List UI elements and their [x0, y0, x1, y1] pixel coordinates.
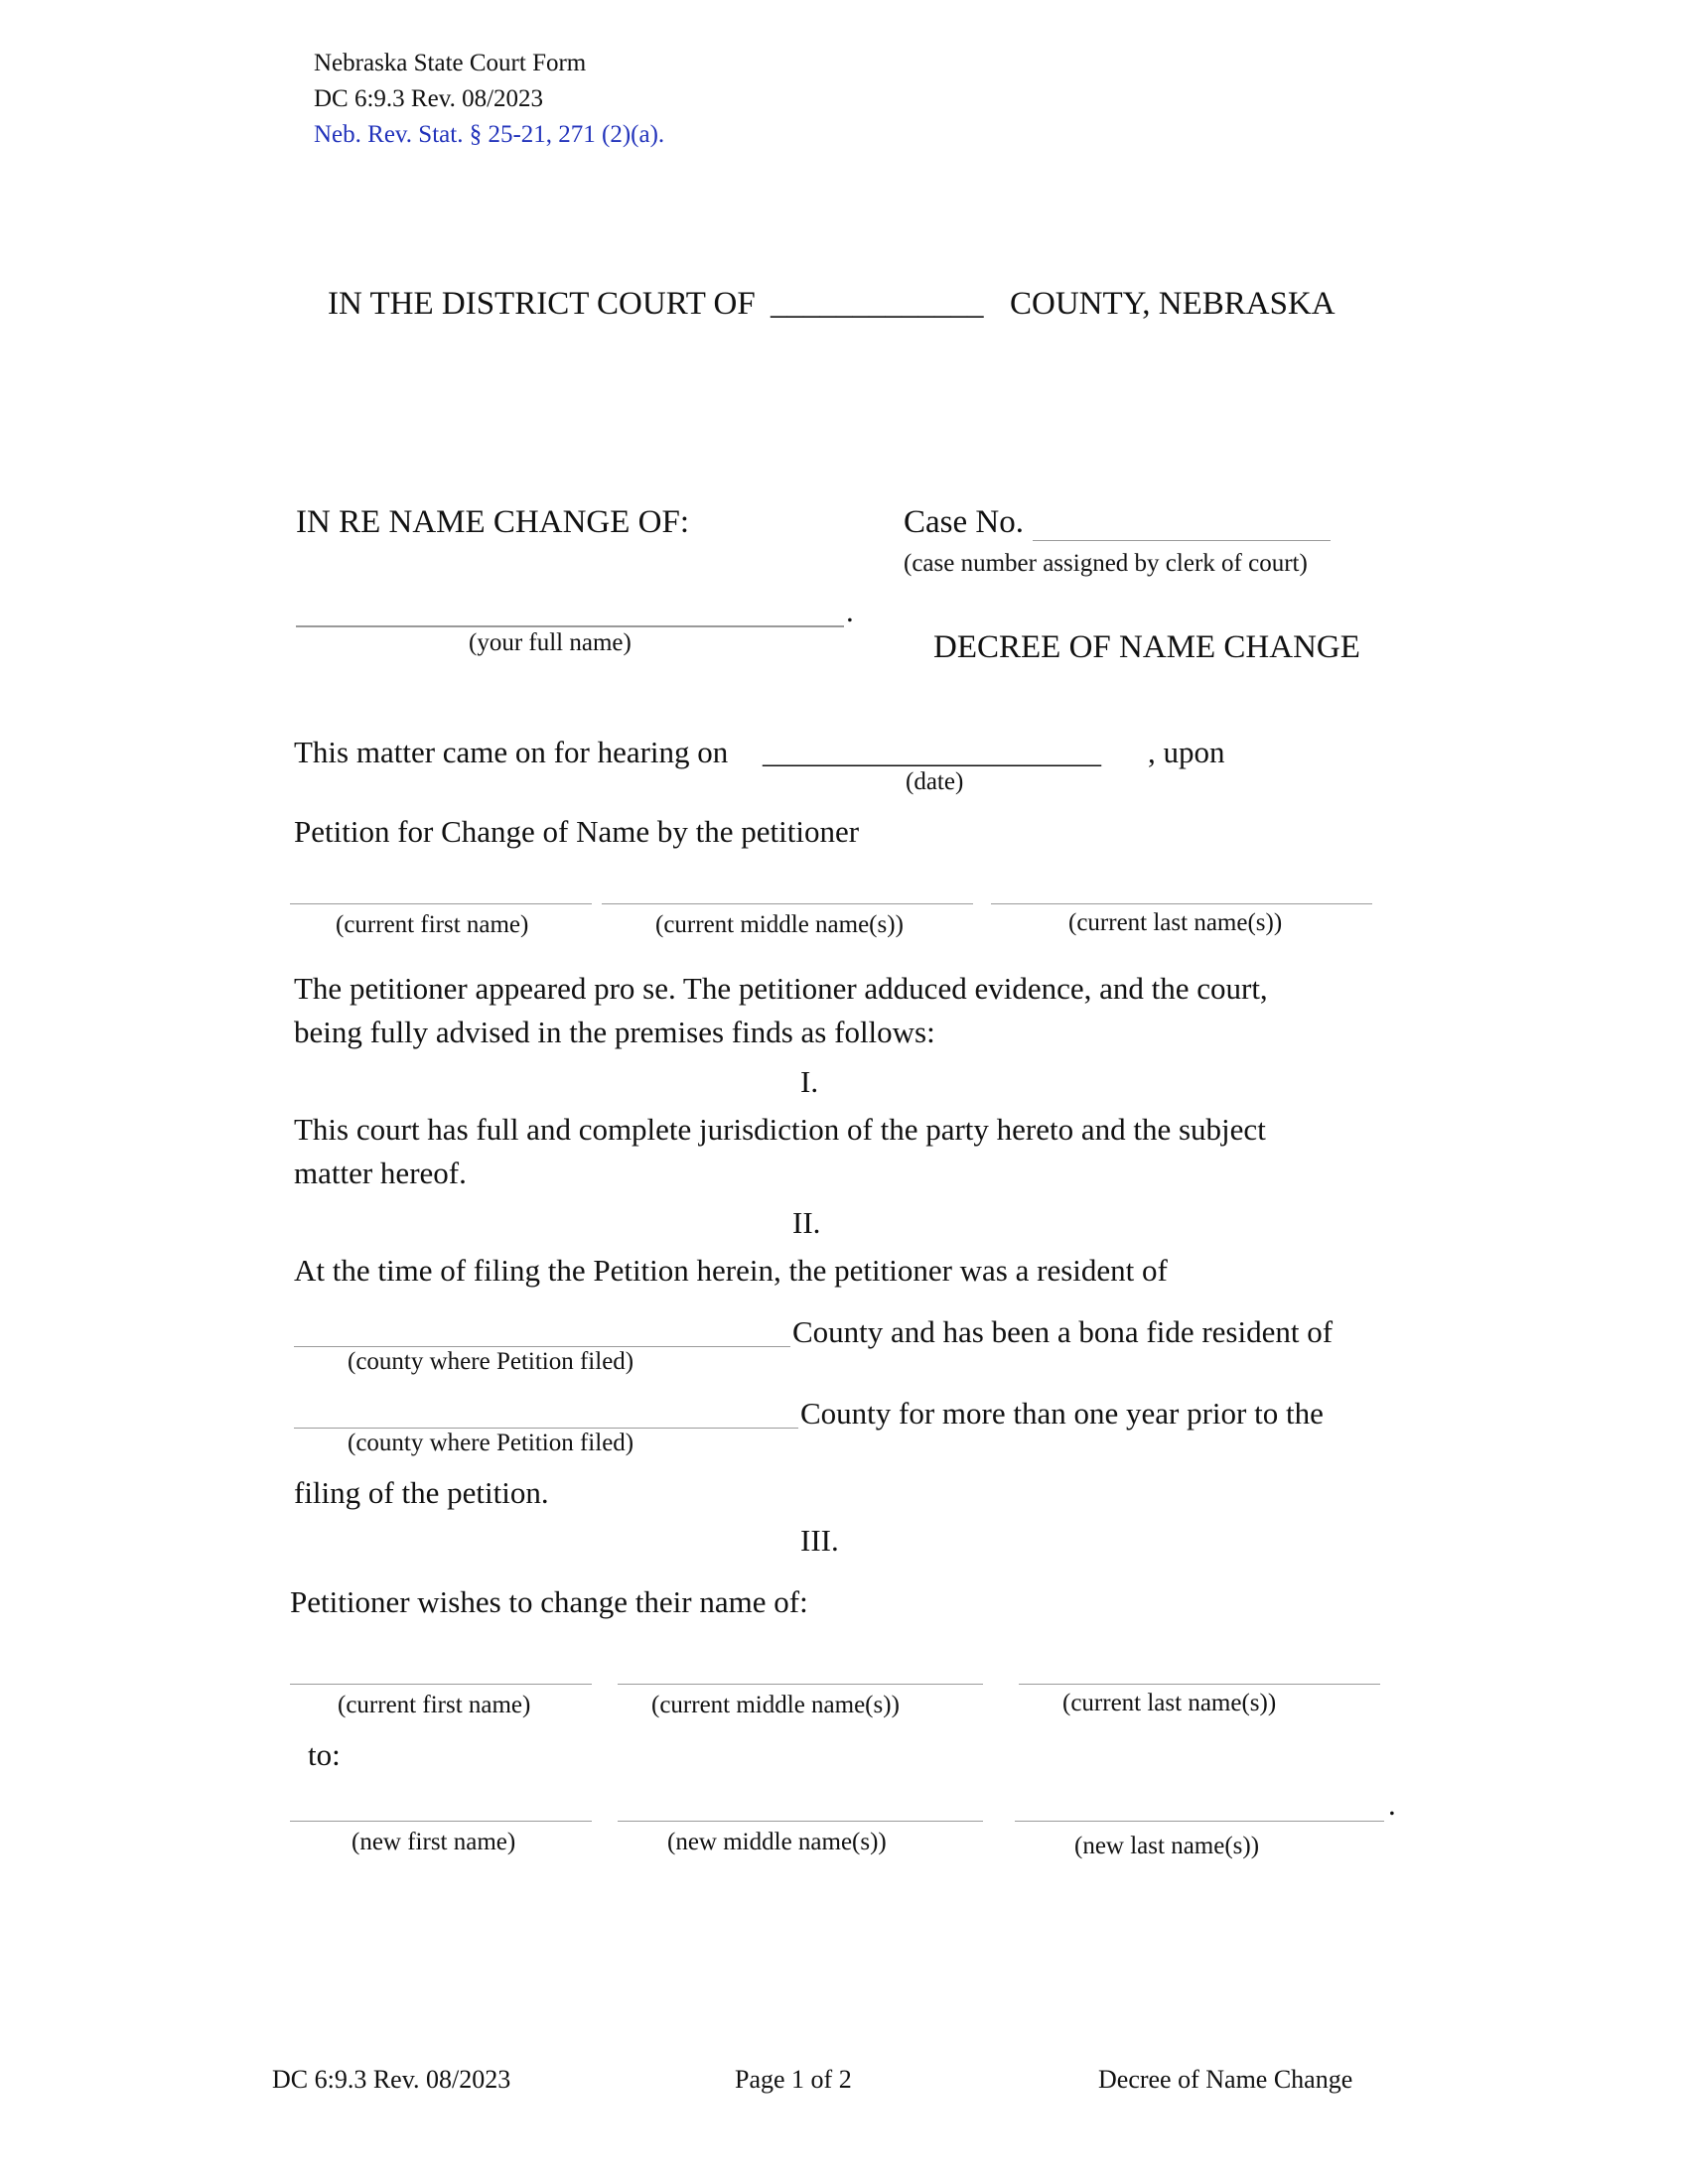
- findings-intro-line-1: The petitioner appeared pro se. The petitioner adduced evidence, and the court,: [294, 971, 1268, 1006]
- current-last-name-label-2: (current last name(s)): [1062, 1690, 1277, 1716]
- current-middle-name-label-1: (current middle name(s)): [655, 911, 904, 938]
- finding-number-2: II.: [792, 1205, 821, 1240]
- hearing-text: This matter came on for hearing on: [294, 735, 729, 769]
- current-last-name-field-2[interactable]: [1019, 1684, 1380, 1685]
- county-label-2: (county where Petition filed): [348, 1430, 634, 1456]
- new-middle-name-label: (new middle name(s)): [667, 1829, 887, 1855]
- county-text-1: County and has been a bona fide resident of: [792, 1314, 1334, 1349]
- statute-link[interactable]: Neb. Rev. Stat. § 25-21, 271 (2)(a).: [314, 121, 665, 148]
- full-name-period: .: [846, 594, 854, 628]
- case-no-label: Case No.: [904, 504, 1024, 540]
- county-label-1: (county where Petition filed): [348, 1348, 634, 1375]
- finding-1-line-1: This court has full and complete jurisdiction of the party hereto and the subject: [294, 1112, 1266, 1147]
- footer-title: Decree of Name Change: [1098, 2065, 1353, 2094]
- current-first-name-field-2[interactable]: [290, 1684, 592, 1685]
- finding-number-1: I.: [800, 1064, 819, 1099]
- case-no-field[interactable]: [1033, 540, 1331, 541]
- current-middle-name-label-2: (current middle name(s)): [651, 1692, 900, 1718]
- court-county-blank[interactable]: _____________: [771, 286, 984, 322]
- court-suffix: COUNTY, NEBRASKA: [1010, 286, 1336, 322]
- footer-revision: DC 6:9.3 Rev. 08/2023: [272, 2065, 511, 2094]
- current-middle-name-field-2[interactable]: [618, 1684, 983, 1685]
- decree-title: DECREE OF NAME CHANGE: [933, 629, 1360, 665]
- form-name: Nebraska State Court Form: [314, 50, 587, 76]
- finding-number-3: III.: [800, 1523, 839, 1558]
- current-last-name-field-1[interactable]: [991, 903, 1372, 904]
- county-text-2: County for more than one year prior to the: [800, 1396, 1324, 1431]
- finding-2-end: filing of the petition.: [294, 1475, 549, 1510]
- hearing-upon: , upon: [1148, 735, 1225, 769]
- county-field-1[interactable]: [294, 1346, 790, 1347]
- new-first-name-field[interactable]: [290, 1821, 592, 1822]
- finding-2-line-1: At the time of filing the Petition herein, the petitioner was a resident of: [294, 1253, 1168, 1288]
- hearing-date-blank[interactable]: ______________________: [763, 735, 1101, 769]
- full-name-field[interactable]: [296, 625, 844, 627]
- finding-3-line-1: Petitioner wishes to change their name of:: [290, 1584, 808, 1619]
- full-name-label: (your full name): [469, 629, 632, 656]
- to-label: to:: [308, 1737, 341, 1772]
- current-first-name-label-2: (current first name): [338, 1692, 531, 1718]
- in-re-heading: IN RE NAME CHANGE OF:: [296, 504, 689, 540]
- new-last-name-label: (new last name(s)): [1074, 1833, 1260, 1859]
- current-middle-name-field-1[interactable]: [602, 903, 973, 904]
- new-name-period: .: [1388, 1787, 1396, 1822]
- form-revision: DC 6:9.3 Rev. 08/2023: [314, 85, 544, 112]
- new-last-name-field[interactable]: [1015, 1821, 1384, 1822]
- current-first-name-field-1[interactable]: [290, 903, 592, 904]
- new-middle-name-field[interactable]: [618, 1821, 983, 1822]
- case-no-hint: (case number assigned by clerk of court): [904, 550, 1308, 577]
- current-first-name-label-1: (current first name): [336, 911, 529, 938]
- county-field-2[interactable]: [294, 1428, 798, 1429]
- finding-1-line-2: matter hereof.: [294, 1156, 467, 1190]
- current-last-name-label-1: (current last name(s)): [1068, 909, 1283, 936]
- footer-page-number: Page 1 of 2: [735, 2065, 852, 2094]
- court-prefix: IN THE DISTRICT COURT OF: [328, 286, 756, 322]
- hearing-date-label: (date): [906, 768, 964, 795]
- findings-intro-line-2: being fully advised in the premises finds as follows:: [294, 1015, 935, 1049]
- petition-text: Petition for Change of Name by the petitioner: [294, 814, 860, 849]
- new-first-name-label: (new first name): [352, 1829, 516, 1855]
